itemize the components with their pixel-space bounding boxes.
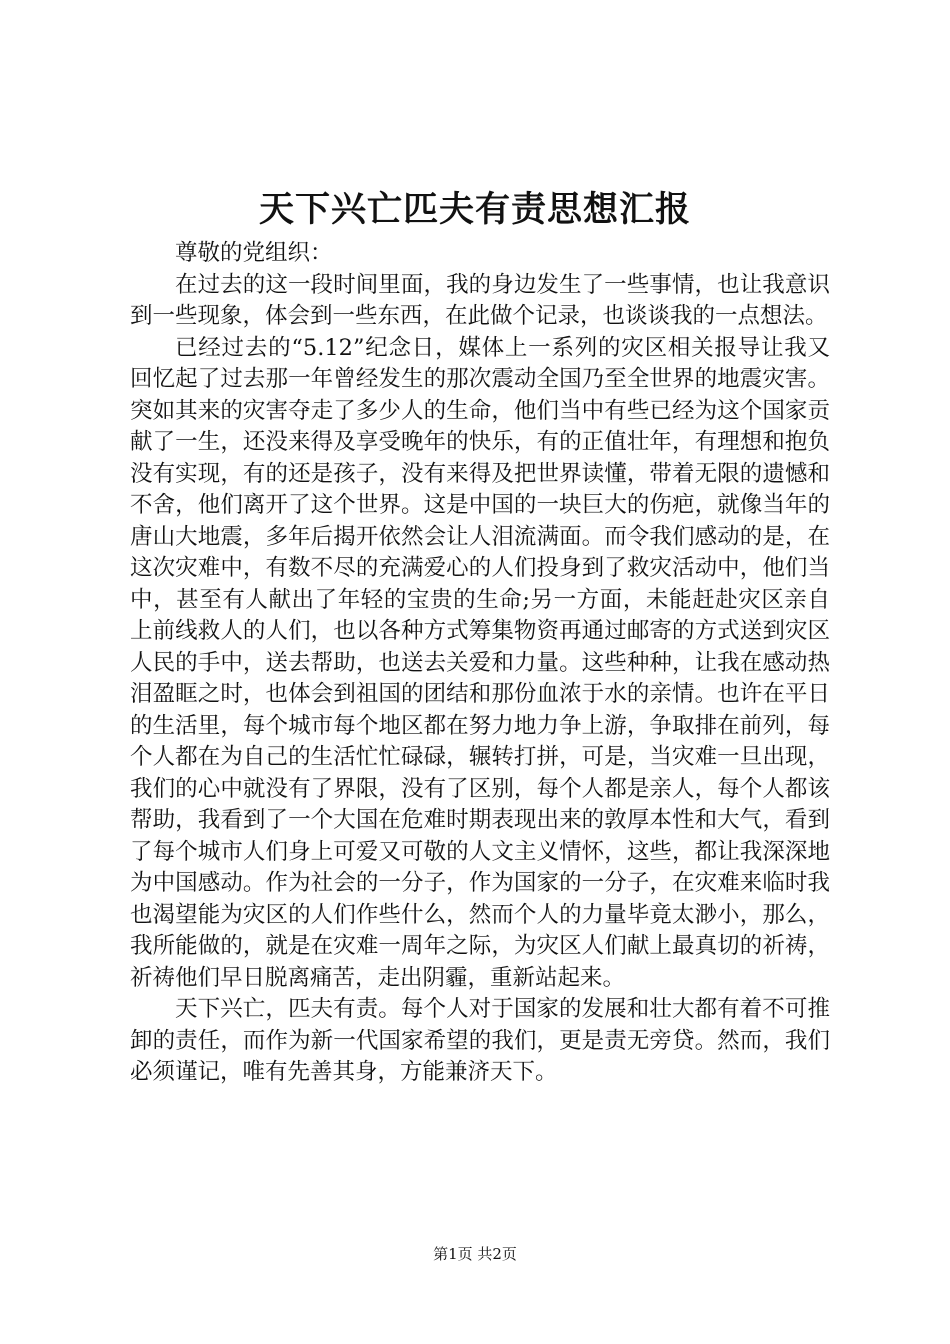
- paragraph-earthquake: 已经过去的“5.12”纪念日，媒体上一系列的灾区相关报导让我又回忆起了过去那一年曾经发生的那次震动全国乃至全世界的地震灾害。突如其来的灾害夺走了多少人的生命，他们当中有些已经为这个国家贡献了一生，还没来得及享受晚年的快乐，有的正值壮年，有理想和抱负没有实现，有的还是孩子，没有来得及把世界读懂，带着无限的遗憾和不舍，他们离开了这个世界。这是中国的一块巨大的伤疤，就像当年的唐山大地震，多年后揭开依然会让人泪流满面。而令我们感动的是，在这次灾难中，有数不尽的充满爱心的人们投身到了救灾活动中，他们当中，甚至有人献出了年轻的宝贵的生命;另一方面，未能赶赴灾区亲自上前线救人的人们，也以各种方式筹集物资再通过邮寄的方式送到灾区人民的手中，送去帮助，也送去关爱和力量。这些种种，让我在感动热泪盈眶之时，也体会到祖国的团结和那份血浓于水的亲情。也许在平日的生活里，每个城市每个地区都在努力地力争上游，争取排在前列，每个人都在为自己的生活忙忙碌碌，辗转打拼，可是，当灾难一旦出现，我们的心中就没有了界限，没有了区别，每个人都是亲人，每个人都该帮助，我看到了一个大国在危难时期表现出来的敦厚本性和大气，看到了每个城市人们身上可爱又可敬的人文主义情怀，这些，都让我深深地为中国感动。作为社会的一分子，作为国家的一分子，在灾难来临时我也渴望能为灾区的人们作些什么，然而个人的力量毕竟太渺小，那么，我所能做的，就是在灾难一周年之际，为灾区人们献上最真切的祈祷，祈祷他们早日脱离痛苦，走出阴霾，重新站起来。: [130, 334, 830, 991]
- paragraph-responsibility: 天下兴亡，匹夫有责。每个人对于国家的发展和壮大都有着不可推卸的责任，而作为新一代国家希望的我们，更是责无旁贷。然而，我们必须谨记，唯有先善其身，方能兼济天下。: [130, 996, 830, 1085]
- page-footer: 第1页 共2页: [433, 1245, 517, 1263]
- salutation: 尊敬的党组织：: [175, 240, 333, 266]
- document-title: 天下兴亡匹夫有责思想汇报: [258, 189, 691, 230]
- paragraph-intro: 在过去的这一段时间里面，我的身边发生了一些事情，也让我意识到一些现象，体会到一些东西，在此做个记录，也谈谈我的一点想法。: [130, 271, 830, 329]
- document-body: [130, 238, 830, 1089]
